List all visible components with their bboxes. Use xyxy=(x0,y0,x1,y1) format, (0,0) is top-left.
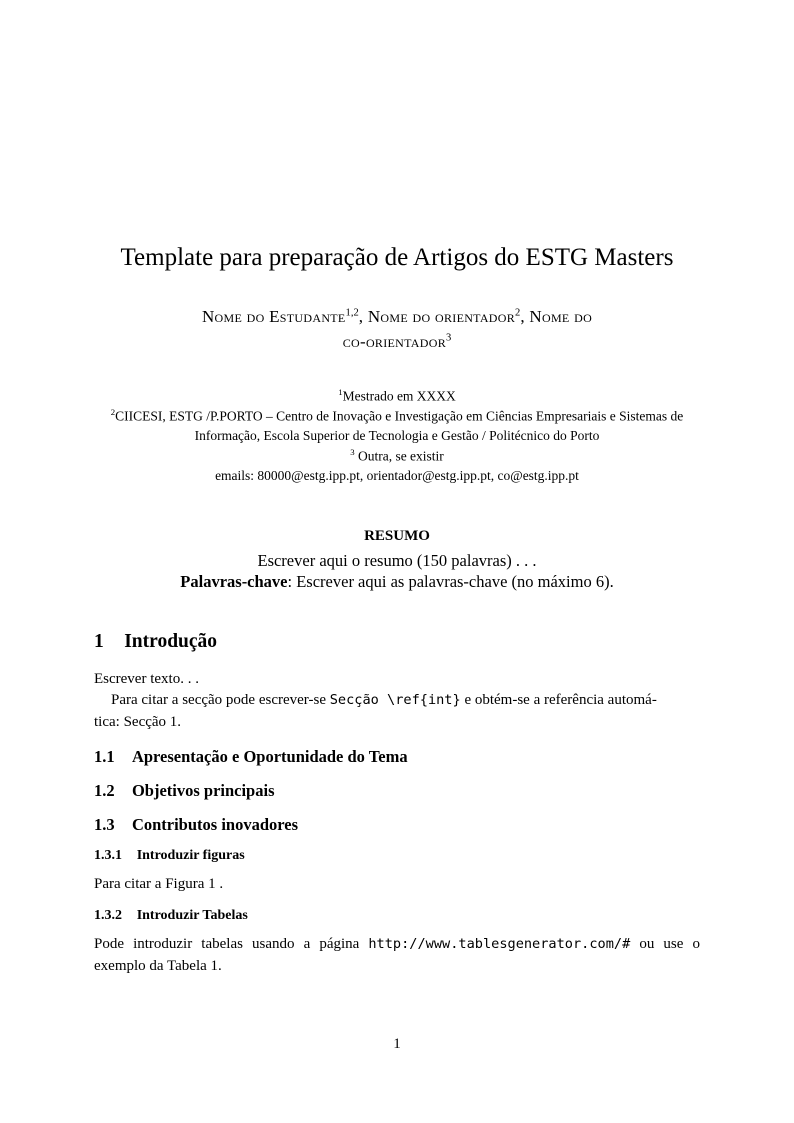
affiliation-3-mark: 3 xyxy=(350,446,355,457)
cite-section-text-c: tica: Secção 1. xyxy=(94,713,182,730)
affiliation-1 xyxy=(94,386,700,406)
subsection-1-3-heading xyxy=(94,815,700,835)
subsection-1-2-title: Objetivos principais xyxy=(131,781,275,801)
paragraph-cite-section xyxy=(94,690,700,733)
emails-line: emails: 80000@estg.ipp.pt, orientador@estg.ipp.pt, co@estg.ipp.pt xyxy=(215,468,579,484)
subsubsection-1-3-1-number: 1.3.1 xyxy=(94,848,122,864)
tables-text-b: ou use o exemplo da Tabela 1. xyxy=(94,936,700,974)
author-2-name: Nome do orientador xyxy=(367,307,516,326)
author-3-name-part2: co-orientador xyxy=(342,331,446,351)
paper-title: Template para preparação de Artigos do ESTG Masters xyxy=(120,244,674,271)
author-2-affmark: 2 xyxy=(515,307,521,319)
abstract-block xyxy=(94,528,700,594)
subsection-1-2-heading xyxy=(94,781,700,801)
affiliation-3 xyxy=(94,446,700,466)
author-1-affmark: 1,2 xyxy=(345,307,359,319)
cite-section-text-b: e obtém-se a referência automá- xyxy=(460,692,657,709)
author-3-affmark: 3 xyxy=(446,331,452,343)
keywords-text: : Escrever aqui as palavras-chave (no máximo 6). xyxy=(287,572,614,592)
cite-section-text-a: Para citar a secção pode escrever-se xyxy=(111,692,330,709)
authors-line xyxy=(94,305,700,354)
affiliation-2-text: CIICESI, ESTG /P.PORTO – Centro de Inovação e Investigação em Ciências Empresariais e Sistemas de Informação, Escola Superior de Tecnologia e Gestão / Politécnico do Porto xyxy=(115,408,684,444)
affiliation-3-text: Outra, se existir xyxy=(354,448,444,464)
affiliation-2 xyxy=(94,406,700,446)
latex-ref-code: Secção \ref{int} xyxy=(329,692,461,709)
author-1-name: Nome do Estudante xyxy=(201,307,346,326)
page-number: 1 xyxy=(393,1036,401,1052)
section-1-heading xyxy=(94,631,700,653)
subsubsection-1-3-2-title: Introduzir Tabelas xyxy=(136,908,248,924)
subsubsection-1-3-1-title: Introduzir figuras xyxy=(136,848,245,864)
author-3-name-part1: Nome do xyxy=(529,307,593,326)
tables-generator-url[interactable]: http://www.tablesgenerator.com/# xyxy=(368,936,631,953)
tables-text-a: Pode introduzir tabelas usando a página xyxy=(94,936,369,953)
paragraph-cite-figure: Para citar a Figura 1 . xyxy=(94,876,224,893)
abstract-heading: RESUMO xyxy=(364,527,430,544)
subsection-1-1-number: 1.1 xyxy=(94,747,115,767)
section-1-number: 1 xyxy=(94,631,104,653)
subsubsection-1-3-2-heading xyxy=(94,908,700,924)
subsubsection-1-3-2-number: 1.3.2 xyxy=(94,908,122,924)
cite-section-line1 xyxy=(111,692,657,708)
subsection-1-2-number: 1.2 xyxy=(94,781,115,801)
affiliation-1-mark: 1 xyxy=(338,387,343,398)
affiliations-block xyxy=(94,386,700,485)
paragraph-intro: Escrever texto. . . xyxy=(94,671,199,688)
keywords-line xyxy=(94,571,700,593)
author-separator-1: , xyxy=(358,307,368,326)
paragraph-tables xyxy=(94,934,700,977)
keywords-label: Palavras-chave xyxy=(180,572,288,592)
abstract-text: Escrever aqui o resumo (150 palavras) . . . xyxy=(257,550,537,570)
subsection-1-3-title: Contributos inovadores xyxy=(131,815,299,835)
affiliation-1-text: Mestrado em XXXX xyxy=(342,388,456,404)
author-separator-2: , xyxy=(520,307,530,326)
affiliation-2-mark: 2 xyxy=(110,407,116,418)
subsection-1-1-heading xyxy=(94,747,700,767)
section-1-title: Introdução xyxy=(124,631,218,653)
subsection-1-3-number: 1.3 xyxy=(94,815,115,835)
subsubsection-1-3-1-heading xyxy=(94,848,700,864)
subsection-1-1-title: Apresentação e Oportunidade do Tema xyxy=(131,747,408,767)
